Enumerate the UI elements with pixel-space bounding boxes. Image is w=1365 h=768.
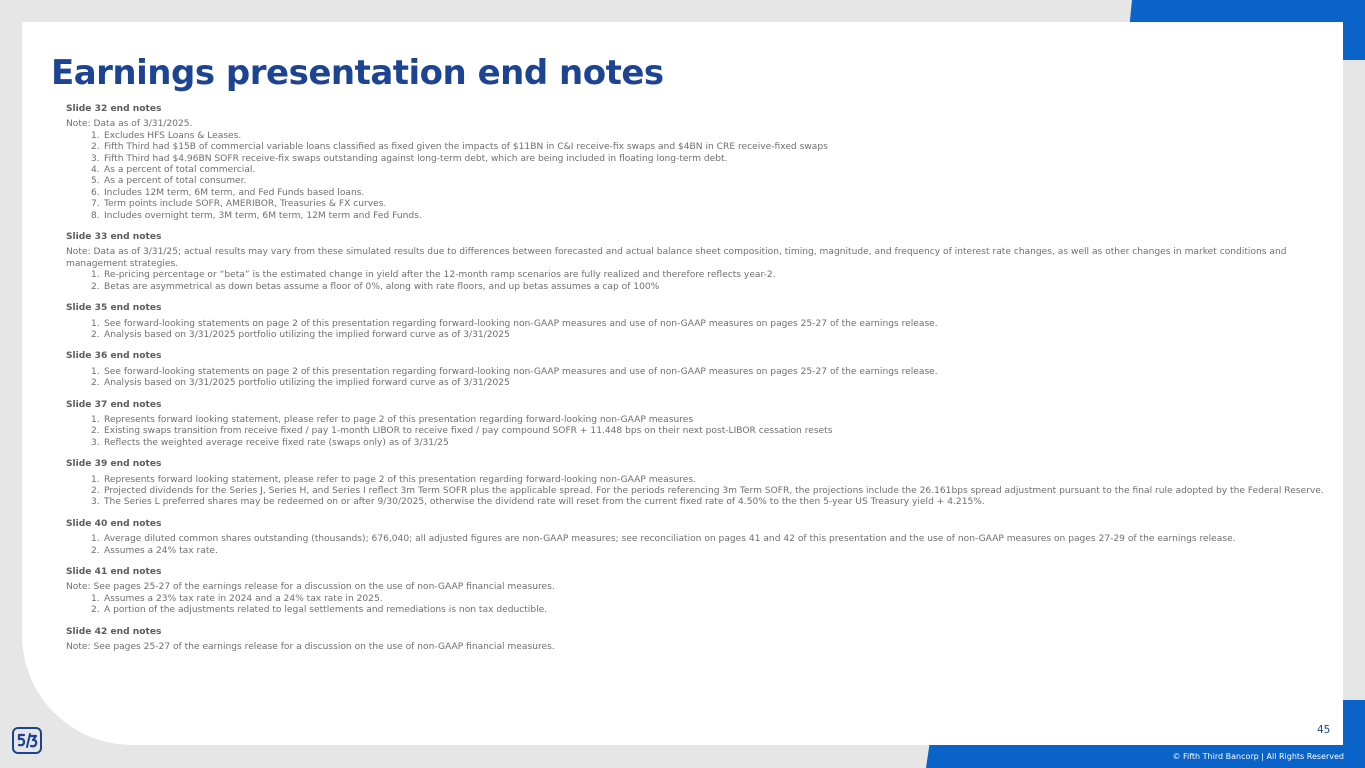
end-note-section — [66, 400, 1328, 450]
section-heading: Slide 42 end notes — [66, 626, 162, 637]
note-item-text: Re-pricing percentage or “beta” is the estimated change in yield after the 12-month ramp scenarios are fully realized and therefore reflects year-2. — [104, 270, 776, 281]
note-item-text: Includes 12M term, 6M term, and Fed Funds based loans. — [104, 187, 365, 198]
section-heading: Slide 32 end notes — [66, 104, 162, 114]
note-item-number: 1. — [91, 130, 100, 141]
note-item — [91, 199, 1328, 210]
note-item-number: 1. — [91, 534, 100, 545]
note-item — [91, 153, 1328, 165]
note-item — [91, 142, 1328, 153]
note-item — [91, 485, 1328, 497]
note-item-number: 2. — [91, 281, 100, 292]
end-note-section — [66, 459, 1328, 509]
end-note-section — [66, 567, 1328, 617]
section-heading: Slide 35 end notes — [66, 303, 162, 314]
section-heading: Slide 40 end notes — [66, 518, 162, 529]
section-heading: Slide 37 end notes — [66, 399, 162, 410]
note-item-text: Analysis based on 3/31/2025 portfolio utilizing the implied forward curve as of 3/31/2025 — [104, 329, 510, 340]
end-notes-content — [66, 104, 1328, 663]
note-item-number: 4. — [91, 165, 100, 176]
note-item — [91, 210, 1328, 222]
note-item-text: See forward-looking statements on page 2 of this presentation regarding forward-looking non-GAAP measures and use of non-GAAP measures on pages 25-27 of the earnings release. — [104, 366, 938, 377]
section-heading: Slide 41 end notes — [66, 567, 162, 577]
note-item-number: 8. — [91, 210, 100, 221]
section-note: Note: See pages 25-27 of the earnings release for a discussion on the use of non-GAAP financial measures. — [66, 582, 555, 593]
note-item — [91, 497, 1328, 508]
end-note-section — [66, 104, 1328, 222]
note-item-number: 2. — [91, 605, 100, 616]
note-item-text: Fifth Third had $4.96BN SOFR receive-fix swaps outstanding against long-term debt, which are being included in floating long-term debt. — [104, 153, 728, 164]
note-item-number: 1. — [91, 318, 100, 329]
note-item-text: The Series L preferred shares may be redeemed on or after 9/30/2025, otherwise the dividend rate will reset from the current fixed rate of 4.50% to the then 5-year US Treasury yield + 4.215%. — [104, 497, 985, 508]
section-note: Note: Data as of 3/31/25; actual results may vary from these simulated results due to differences between forecasted and actual balance sheet composition, timing, magnitude, and frequency of interest rate changes, as well as other changes in market conditions and management strategies. — [66, 247, 1287, 269]
note-item-text: Term points include SOFR, AMERIBOR, Treasuries & FX curves. — [104, 199, 387, 210]
note-item-text: Projected dividends for the Series J, Series H, and Series I reflect 3m Term SOFR plus the applicable spread. For the periods referencing 3m Term SOFR, the projections include the 26.161bps spread adjustment pursuant to the final rule adopted by the Federal Reserve. — [104, 485, 1324, 496]
note-item-number: 1. — [91, 414, 100, 425]
note-item-number: 3. — [91, 153, 100, 164]
section-note: Note: See pages 25-27 of the earnings release for a discussion on the use of non-GAAP financial measures. — [66, 642, 555, 653]
page-number: 45 — [1317, 724, 1331, 736]
end-note-section — [66, 232, 1328, 293]
note-item — [91, 176, 1328, 187]
section-heading: Slide 39 end notes — [66, 459, 162, 470]
note-item-text: Represents forward looking statement, please refer to page 2 of this presentation regarding forward-looking non-GAAP measures. — [104, 474, 696, 485]
section-heading: Slide 36 end notes — [66, 351, 162, 362]
note-list — [66, 131, 1328, 222]
note-item — [91, 414, 1328, 426]
note-item-number: 2. — [91, 142, 100, 153]
note-item-number: 7. — [91, 199, 100, 210]
note-item-text: Includes overnight term, 3M term, 6M term, 12M term and Fed Funds. — [104, 210, 422, 221]
note-item-number: 5. — [91, 176, 100, 187]
note-list — [66, 270, 1328, 293]
end-note-section — [66, 627, 1328, 654]
fifth-third-logo-icon — [12, 727, 42, 754]
note-item-number: 1. — [91, 366, 100, 377]
note-item — [91, 270, 1328, 281]
note-item-text: As a percent of total commercial. — [104, 165, 256, 176]
section-note: Note: Data as of 3/31/2025. — [66, 119, 193, 130]
note-item — [91, 534, 1328, 545]
end-note-section — [66, 519, 1328, 557]
note-item-text: Fifth Third had $15B of commercial variable loans classified as fixed given the impacts of $11BN in C&I receive-fix swaps and $4BN in CRE receive-fixed swaps — [104, 142, 828, 153]
note-item-number: 3. — [91, 437, 100, 448]
note-item-text: As a percent of total consumer. — [104, 176, 247, 187]
note-list — [66, 475, 1328, 509]
note-item-number: 1. — [91, 474, 100, 485]
note-item-text: Assumes a 24% tax rate. — [104, 545, 218, 556]
note-item — [91, 474, 1328, 486]
note-item — [91, 329, 1328, 341]
note-item-text: Reflects the weighted average receive fixed rate (swaps only) as of 3/31/25 — [104, 437, 449, 448]
note-item-number: 3. — [91, 497, 100, 508]
note-item-text: Existing swaps transition from receive fixed / pay 1-month LIBOR to receive fixed / pay compound SOFR + 11.448 bps on their next post-LIBOR cessation resets — [104, 426, 833, 437]
note-item-number: 2. — [91, 545, 100, 556]
note-item-number: 1. — [91, 270, 100, 281]
note-item — [91, 437, 1328, 449]
end-note-section — [66, 351, 1328, 389]
note-list — [66, 534, 1328, 557]
note-item-text: Represents forward looking statement, please refer to page 2 of this presentation regarding forward-looking non-GAAP measures — [104, 414, 694, 425]
note-item-text: Betas are asymmetrical as down betas assume a floor of 0%, along with rate floors, and up betas assumes a cap of 100% — [104, 281, 660, 292]
note-item-text: See forward-looking statements on page 2 of this presentation regarding forward-looking non-GAAP measures and use of non-GAAP measures on pages 25-27 of the earnings release. — [104, 318, 938, 329]
note-item-number: 6. — [91, 187, 100, 198]
note-item-number: 2. — [91, 378, 100, 389]
note-item — [91, 281, 1328, 293]
note-item — [91, 130, 1328, 142]
note-item — [91, 593, 1328, 605]
note-item-text: Excludes HFS Loans & Leases. — [104, 130, 242, 141]
note-item-text: Average diluted common shares outstanding (thousands); 676,040; all adjusted figures are non-GAAP measures; see reconciliation on pages 41 and 42 of this presentation and the use of non-GAAP measures on pages 27-29 of the earnings release. — [104, 534, 1236, 545]
page-title: Earnings presentation end notes — [51, 53, 664, 93]
note-list — [66, 594, 1328, 617]
copyright-text: © Fifth Third Bancorp | All Rights Reserved — [1172, 752, 1344, 761]
note-list — [66, 319, 1328, 342]
note-item-number: 2. — [91, 426, 100, 437]
note-list — [66, 415, 1328, 449]
end-note-section — [66, 303, 1328, 341]
note-item-text: Assumes a 23% tax rate in 2024 and a 24% tax rate in 2025. — [104, 593, 383, 604]
note-item — [91, 605, 1328, 616]
note-item — [91, 426, 1328, 437]
note-item — [91, 378, 1328, 389]
note-item — [91, 165, 1328, 176]
note-item-text: Analysis based on 3/31/2025 portfolio utilizing the implied forward curve as of 3/31/2025 — [104, 378, 510, 389]
note-item — [91, 545, 1328, 557]
note-item — [91, 187, 1328, 199]
note-item — [91, 318, 1328, 330]
note-item-text: A portion of the adjustments related to legal settlements and remediations is non tax deductible. — [104, 605, 548, 616]
note-item-number: 1. — [91, 593, 100, 604]
note-item-number: 2. — [91, 485, 100, 496]
note-item — [91, 366, 1328, 378]
section-heading: Slide 33 end notes — [66, 232, 162, 243]
note-item-number: 2. — [91, 329, 100, 340]
note-list — [66, 367, 1328, 390]
